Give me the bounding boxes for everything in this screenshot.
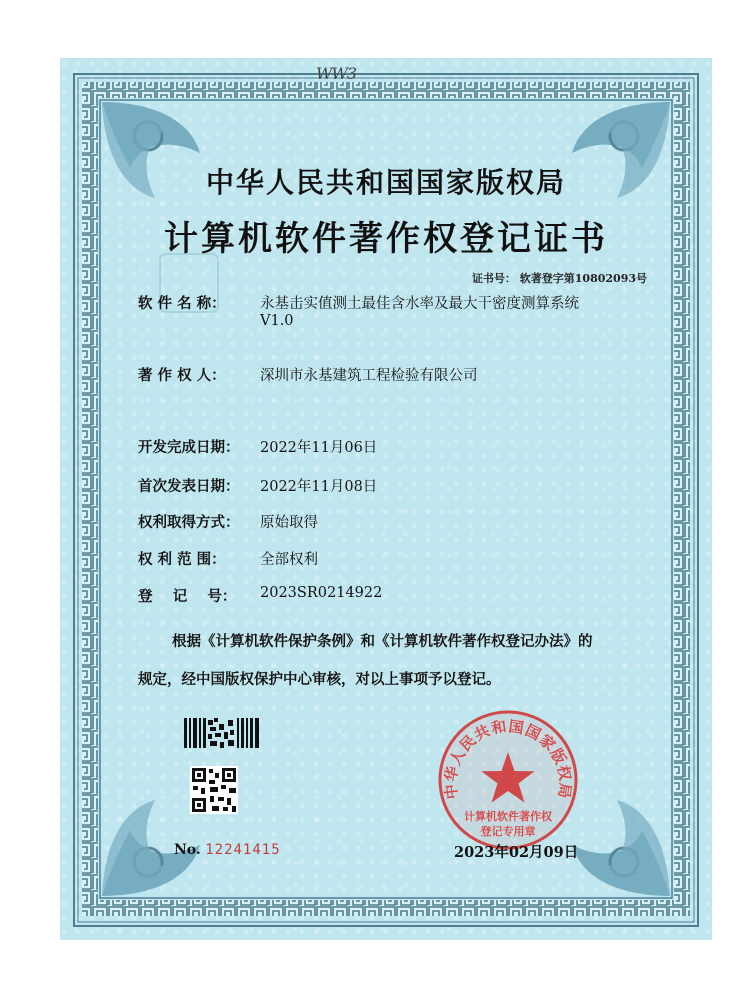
field-label: 软 件 名 称： [138,295,226,312]
field-registration-number [138,585,382,606]
field-label: 首次发表日期： [138,478,240,495]
certificate [60,58,712,940]
barcode [184,718,259,748]
field-copyright-owner [138,364,478,385]
field-value: 2023SR0214922 [260,585,383,601]
field-publication-date [138,475,377,496]
field-completion-date [138,436,377,457]
field-value: 原始取得 [260,515,318,531]
field-value: 2022年11月08日 [260,479,378,495]
document-title: 计算机软件著作权登记证书 [164,219,608,259]
field-value: 2022年11月06日 [260,440,378,456]
seal-inner-line2: 登记专用章 [480,825,536,838]
field-acquisition-method [138,511,318,532]
issue-date: 2023年02月09日 [454,844,579,861]
field-value: 永基击实值测土最佳含水率及最大干密度测算系统 [260,296,579,312]
seal-outer-text: 中华人民共和国国家版权局 [441,717,575,801]
statement-line-1: 根据《计算机软件保护条例》和《计算机软件著作权登记办法》的 [172,633,593,650]
serial-label: No. [174,842,201,858]
corner-ornament-bottom-right [572,800,670,896]
issuing-agency: 中华人民共和国国家版权局 [205,166,566,199]
handwritten-note: WW3 [316,64,357,83]
field-value: 深圳市永基建筑工程检验有限公司 [260,368,478,384]
certificate-number: 证书号： 软著登字第10802093号 [471,272,647,285]
field-label: 权利取得方式： [138,514,240,531]
field-label: 著 作 权 人： [138,367,226,384]
serial-number: 12241415 [205,842,281,858]
statement-line-2: 规定，经中国版权保护中心审核，对以上事项予以登记。 [138,671,501,688]
field-label: 权 利 范 围： [138,551,226,568]
field-software-name [138,292,579,329]
official-seal [440,712,576,848]
field-label: 登 记 号： [138,588,237,605]
field-rights-scope [138,548,318,569]
serial-number-block [174,842,281,858]
field-label: 开发完成日期： [138,439,240,456]
seal-inner-line1: 计算机软件著作权 [464,810,552,823]
field-value: 全部权利 [260,552,318,568]
field-value-version: V1.0 [260,313,294,329]
qr-code [190,766,238,814]
